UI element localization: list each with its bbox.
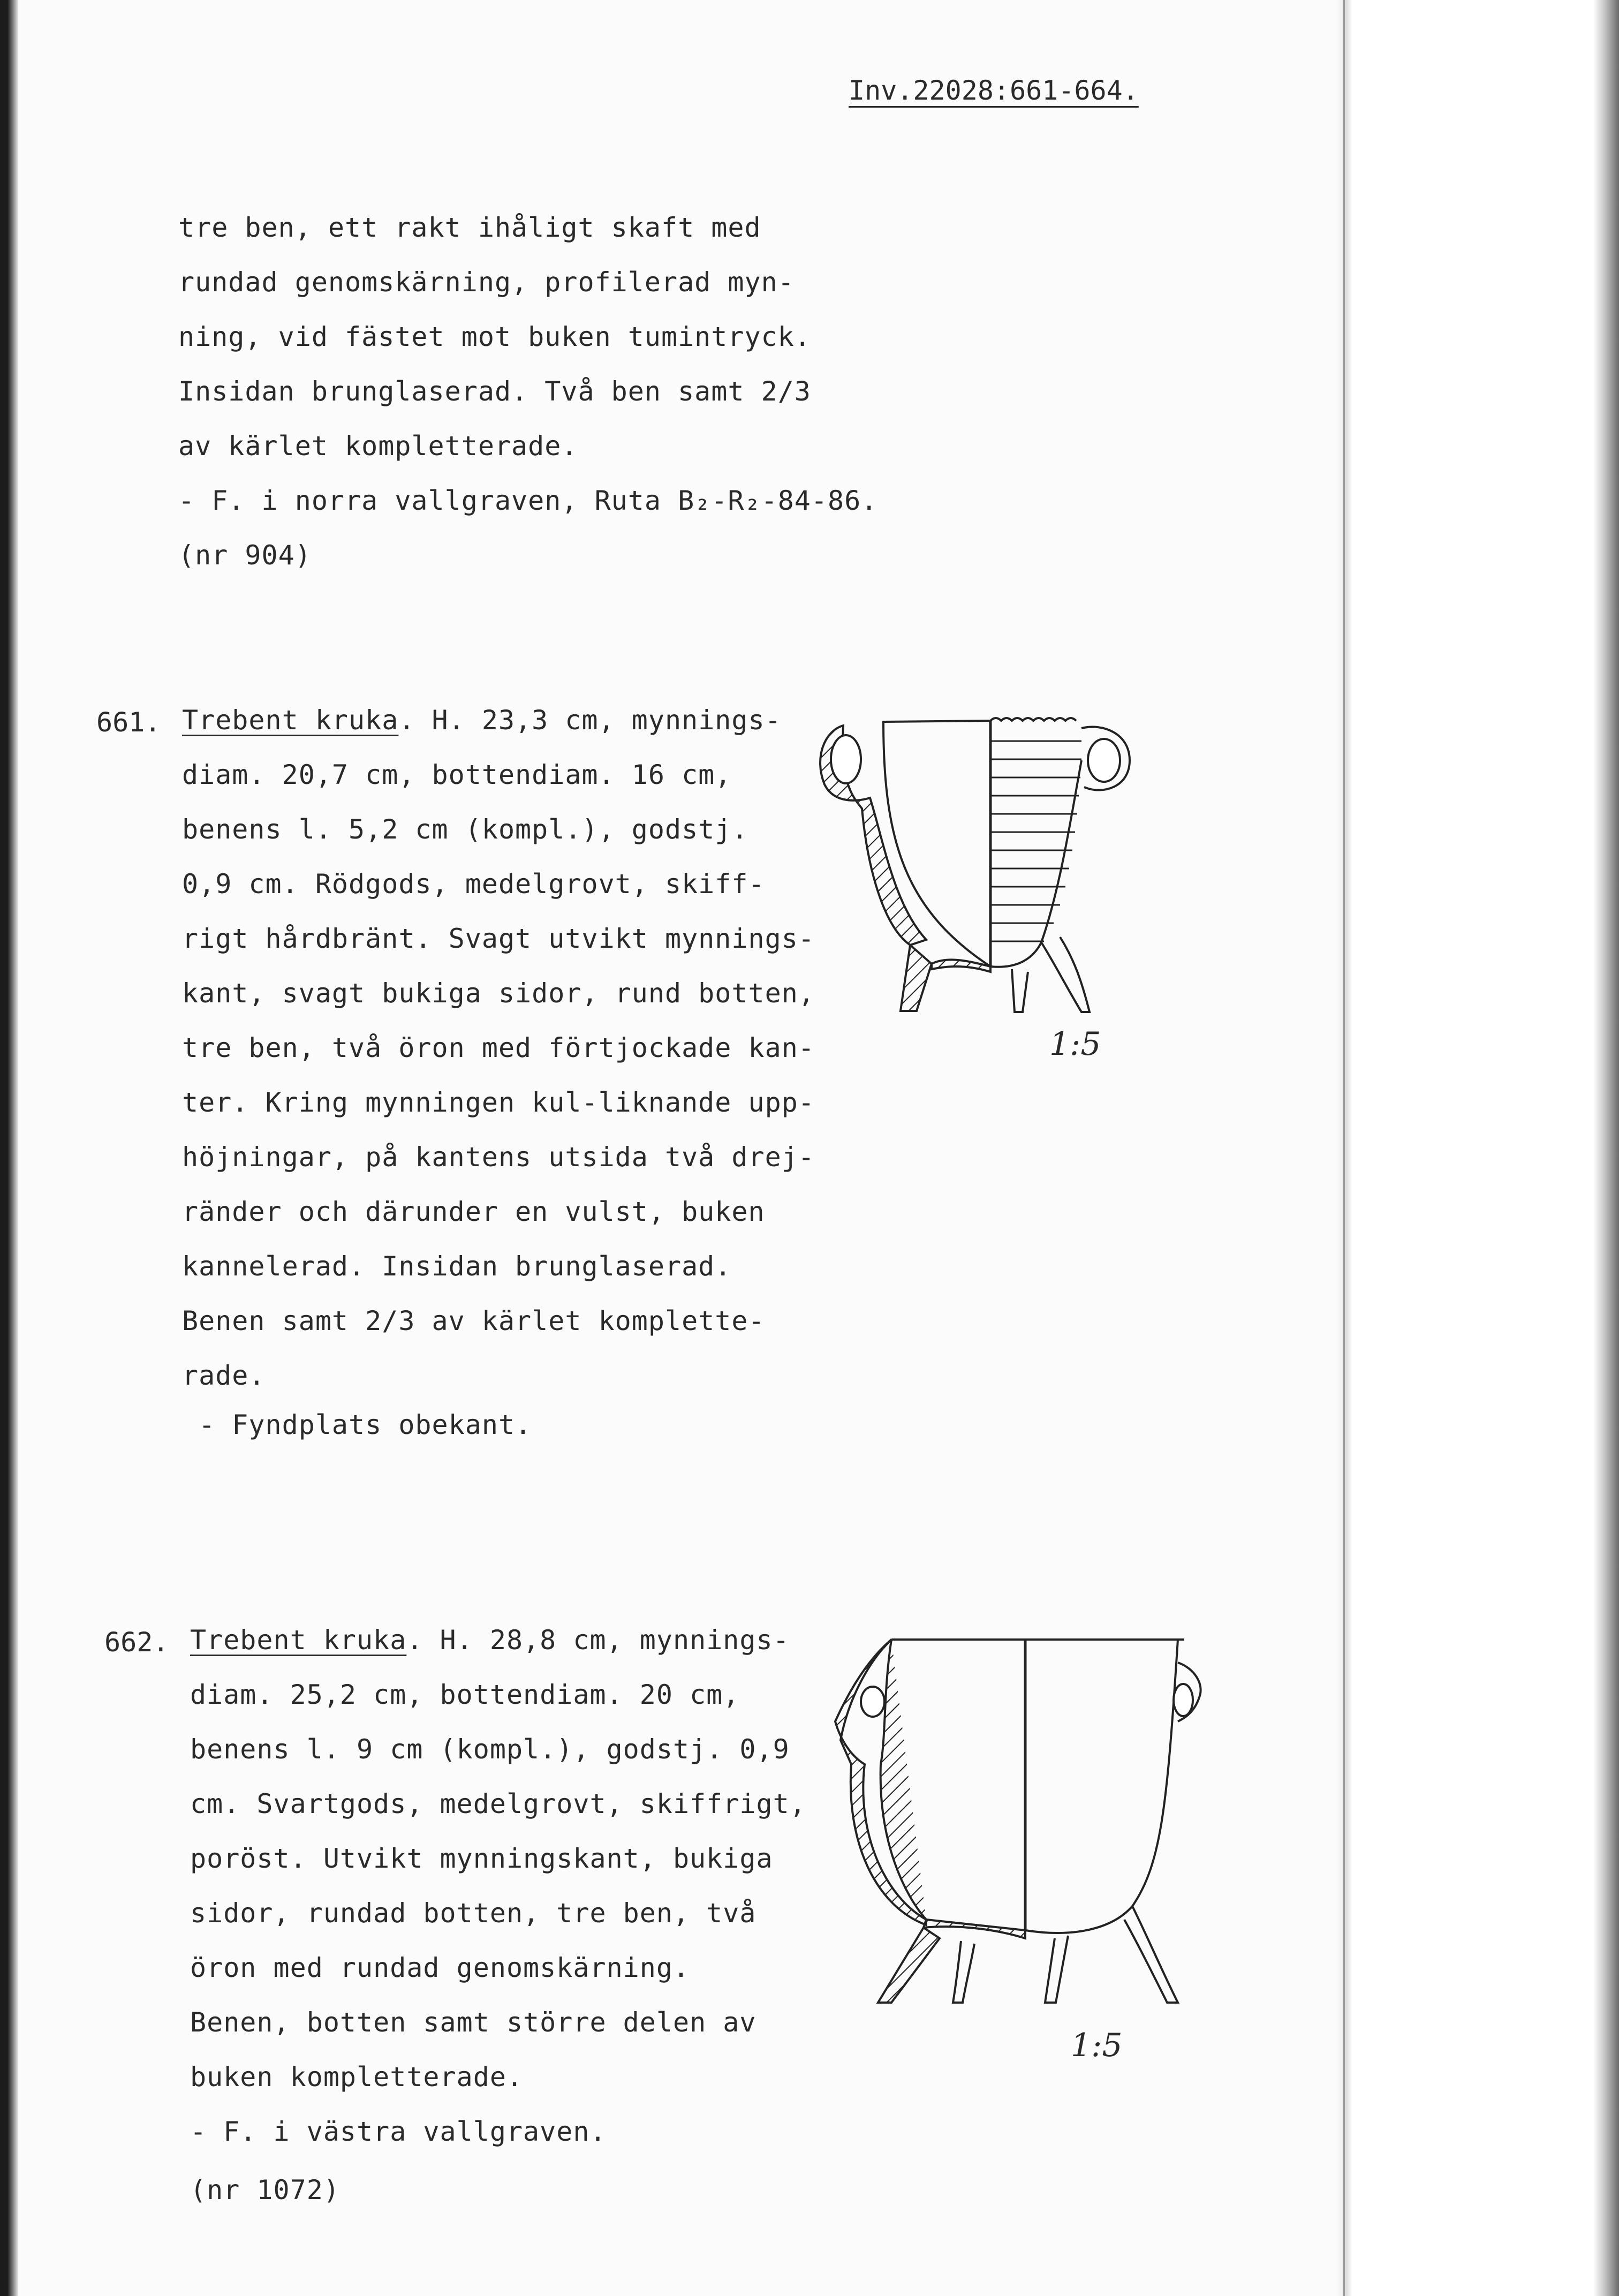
inventory-number: Inv.22028:661-664. xyxy=(849,75,1139,106)
text-line: rigt hårdbränt. Svagt utvikt mynnings- xyxy=(182,923,815,954)
text-line: Benen, botten samt större delen av xyxy=(190,2007,756,2038)
text-line: Insidan brunglaserad. Två ben samt 2/3 xyxy=(178,376,811,407)
text-line: poröst. Utvikt mynningskant, bukiga xyxy=(190,1843,773,1874)
pot-661-drawing xyxy=(803,707,1189,1028)
binding-edge xyxy=(1343,0,1345,2296)
text-line: diam. 20,7 cm, bottendiam. 16 cm, xyxy=(182,759,732,790)
entry-first-line-rest: . H. 23,3 cm, mynnings- xyxy=(398,705,782,736)
text-line: tre ben, ett rakt ihåligt skaft med xyxy=(178,212,761,243)
text-line: benens l. 9 cm (kompl.), godstj. 0,9 xyxy=(190,1734,790,1765)
text-line: - F. i västra vallgraven. xyxy=(190,2116,607,2147)
entry-number: 661. xyxy=(96,707,161,738)
text-line: diam. 25,2 cm, bottendiam. 20 cm, xyxy=(190,1679,740,1710)
text-line: rundad genomskärning, profilerad myn- xyxy=(178,267,795,298)
text-line: (nr 1072) xyxy=(190,2174,340,2206)
text-line: ning, vid fästet mot buken tumintryck. xyxy=(178,321,811,352)
entry-first-line xyxy=(190,1625,790,1656)
entry-title: Trebent kruka xyxy=(182,705,399,736)
text-line: höjningar, på kantens utsida två drej- xyxy=(182,1142,815,1173)
text-line: kant, svagt bukiga sidor, rund botten, xyxy=(182,978,815,1009)
scale-label-661: 1:5 xyxy=(1049,1025,1101,1063)
text-line: ränder och därunder en vulst, buken xyxy=(182,1196,765,1227)
text-line: öron med rundad genomskärning. xyxy=(190,1952,690,1983)
text-line: kannelerad. Insidan brunglaserad. xyxy=(182,1251,732,1282)
text-line: rade. xyxy=(182,1360,266,1391)
entry-first-line xyxy=(182,707,782,734)
entry-number: 662. xyxy=(104,1627,169,1658)
entry-title: Trebent kruka xyxy=(190,1625,407,1656)
text-line: ter. Kring mynningen kul-liknande upp- xyxy=(182,1087,815,1118)
text-line: sidor, rundad botten, tre ben, två xyxy=(190,1898,756,1929)
text-line: - Fyndplats obekant. xyxy=(182,1409,532,1440)
text-line: tre ben, två öron med förtjockade kan- xyxy=(182,1032,815,1063)
text-line: Benen samt 2/3 av kärlet komplette- xyxy=(182,1305,765,1336)
page-left-shadow xyxy=(0,0,18,2296)
text-line: (nr 904) xyxy=(178,540,312,571)
text-line: 0,9 cm. Rödgods, medelgrovt, skiff- xyxy=(182,868,765,900)
text-line: - F. i norra vallgraven, Ruta B₂-R₂-84-86. xyxy=(178,485,878,516)
entry-first-line-rest: . H. 28,8 cm, mynnings- xyxy=(406,1625,790,1656)
scale-label-662: 1:5 xyxy=(1071,2027,1123,2064)
text-line: av kärlet kompletterade. xyxy=(178,430,578,462)
text-line: buken kompletterade. xyxy=(190,2061,524,2093)
text-line: benens l. 5,2 cm (kompl.), godstj. xyxy=(182,814,748,845)
pot-662-drawing xyxy=(824,1628,1210,2024)
page-right-edge xyxy=(1336,0,1619,2296)
text-line: cm. Svartgods, medelgrovt, skiffrigt, xyxy=(190,1788,806,1819)
